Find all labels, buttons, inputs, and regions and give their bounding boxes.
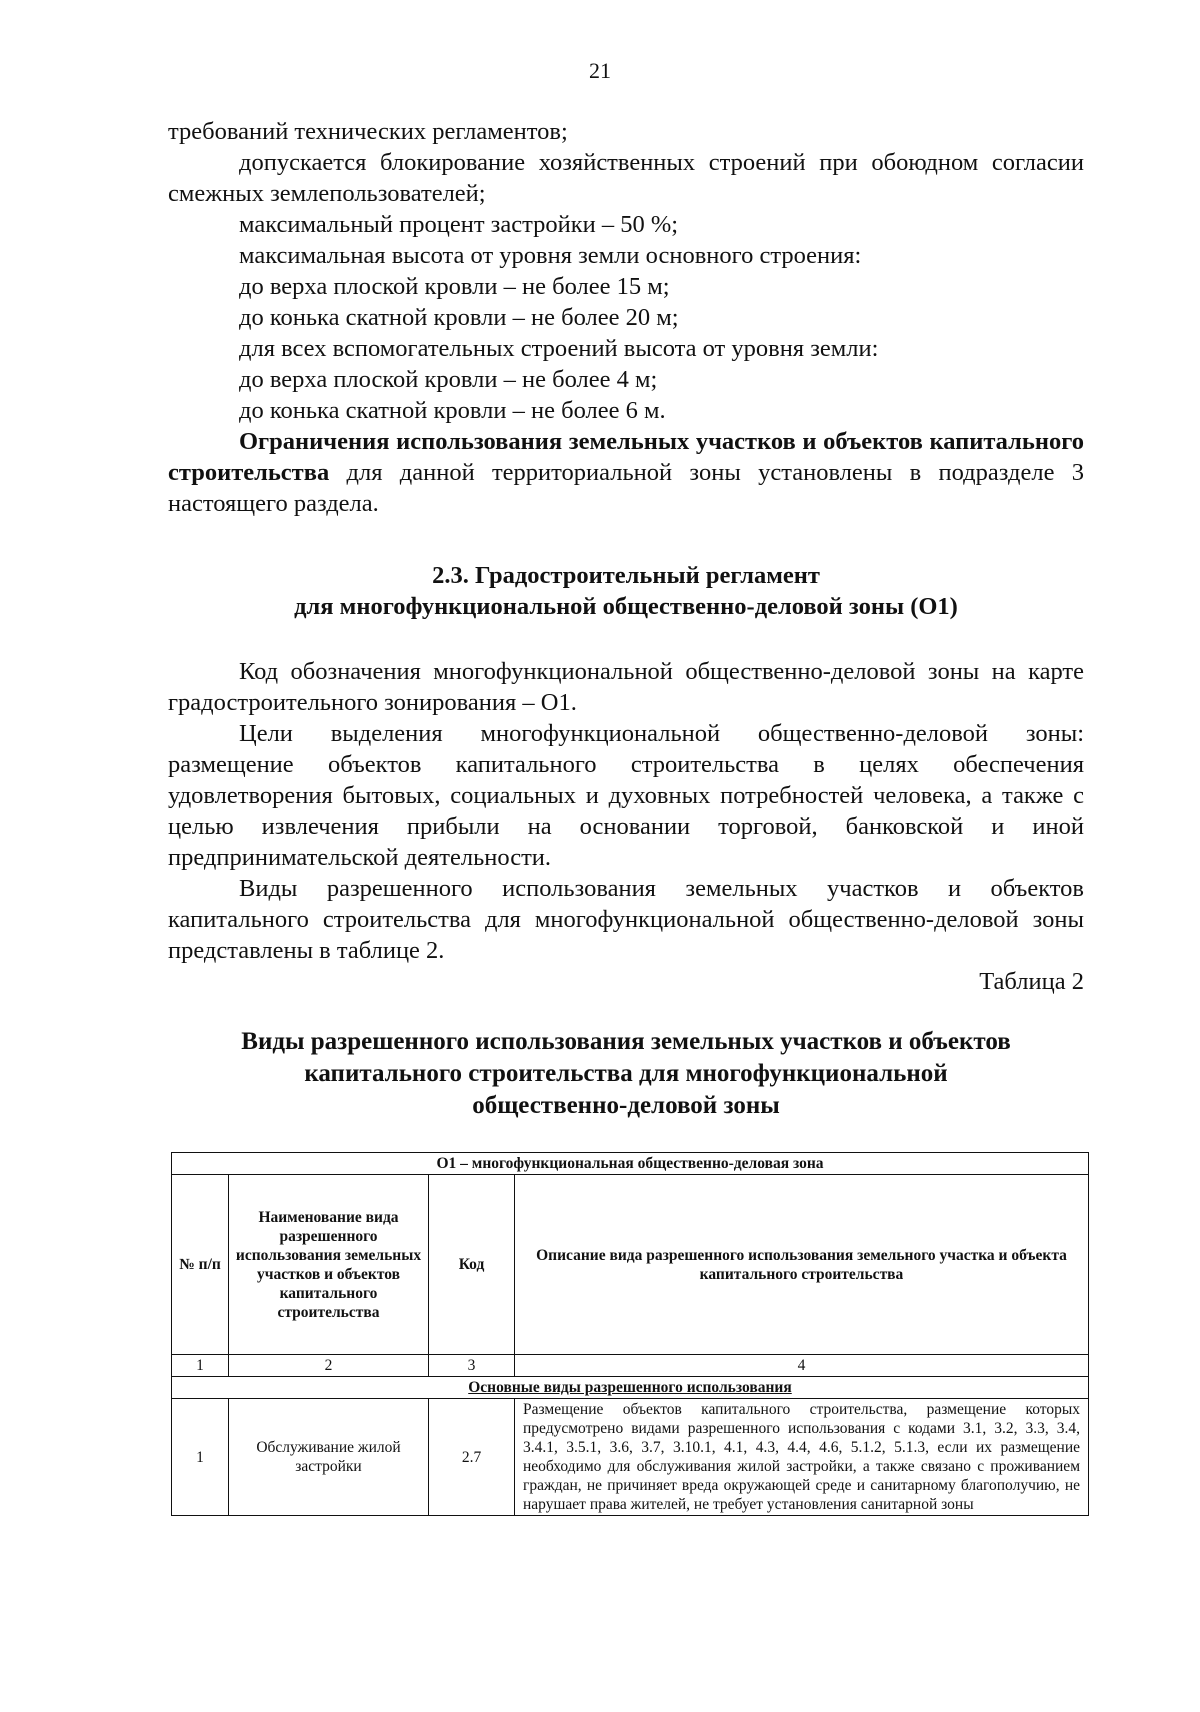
restrictions-paragraph bbox=[168, 426, 1084, 519]
col-index-4: 4 bbox=[515, 1355, 1089, 1377]
section-body bbox=[168, 656, 1084, 997]
table-title-line3: общественно-деловой зоны bbox=[472, 1092, 780, 1119]
row-code: 2.7 bbox=[429, 1399, 515, 1516]
ridge-roof-20-line: до конька скатной кровли – не более 20 м; bbox=[239, 304, 679, 331]
section-heading-line1: 2.3. Градостроительный регламент bbox=[432, 562, 820, 589]
col-header-code: Код bbox=[429, 1175, 515, 1355]
section-basic-row bbox=[172, 1377, 1089, 1399]
zone-code-paragraph: Код обозначения многофункциональной общественно-деловой зоны на карте градостроительного зонирования – О1. bbox=[168, 658, 1084, 716]
col-header-name: Наименование вида разрешенного использования земельных участков и объектов капитального строительства bbox=[229, 1175, 429, 1355]
row-desc: Размещение объектов капитального строительства, размещение которых предусмотрено видами разрешенного использования с кодами 3.1, 3.2, 3.3, 3.4, 3.4.1, 3.5.1, 3.6, 3.7, 3.10.1, 4.1, 4.3, 4.4, 4.6, 5.1.2, 5.1.3, если их размещение необходимо для обслуживания жилой застройки, а также связано с проживанием граждан, не причиняет вреда окружающей среде и санитарному благополучию, не нарушает права жителей, не требует установления санитарной зоны bbox=[515, 1399, 1089, 1516]
aux-buildings-line: для всех вспомогательных строений высота от уровня земли: bbox=[239, 335, 879, 362]
col-index-1: 1 bbox=[172, 1355, 229, 1377]
table-row bbox=[172, 1399, 1089, 1516]
section-heading-line2: для многофункциональной общественно-деловой зоны (О1) bbox=[294, 593, 958, 620]
section-basic-label: Основные виды разрешенного использования bbox=[468, 1379, 792, 1396]
flat-roof-4-line: до верха плоской кровли – не более 4 м; bbox=[239, 366, 658, 393]
table-label: Таблица 2 bbox=[979, 968, 1084, 995]
max-height-line: максимальная высота от уровня земли основного строения: bbox=[239, 242, 862, 269]
row-name: Обслуживание жилой застройки bbox=[229, 1399, 429, 1516]
col-header-desc: Описание вида разрешенного использования земельного участка и объекта капитального строительства bbox=[515, 1175, 1089, 1355]
build-percent-line: максимальный процент застройки – 50 %; bbox=[239, 211, 679, 238]
col-index-2: 2 bbox=[229, 1355, 429, 1377]
blocking-paragraph: допускается блокирование хозяйственных строений при обоюдном согласии смежных землепользователей; bbox=[168, 149, 1084, 207]
usage-table bbox=[171, 1152, 1089, 1516]
table-title bbox=[168, 1026, 1084, 1122]
flat-roof-15-line: до верха плоской кровли – не более 15 м; bbox=[239, 273, 670, 300]
table-title-line2: капитального строительства для многофункциональной bbox=[304, 1060, 948, 1087]
row-num: 1 bbox=[172, 1399, 229, 1516]
zone-header-cell: О1 – многофункциональная общественно-деловая зона bbox=[172, 1153, 1089, 1175]
zone-goals-paragraph: Цели выделения многофункциональной общественно-деловой зоны: размещение объектов капитального строительства в целях обеспечения удовлетворения бытовых, социальных и духовных потребностей человека, а также с целью извлечения прибыли на основании торговой, банковской и иной предпринимательской деятельности. bbox=[168, 720, 1084, 871]
section-heading bbox=[168, 560, 1084, 622]
intro-text bbox=[168, 116, 1084, 519]
intro-line: требований технических регламентов; bbox=[168, 118, 568, 145]
restrictions-bold: Ограничения использования земельных участков и объектов капитального строительства bbox=[168, 428, 1084, 486]
table-title-line1: Виды разрешенного использования земельных участков и объектов bbox=[241, 1028, 1011, 1055]
restrictions-rest: для данной территориальной зоны установлены в подразделе 3 настоящего раздела. bbox=[168, 459, 1084, 517]
usage-types-paragraph: Виды разрешенного использования земельных участков и объектов капитального строительства для многофункциональной общественно-деловой зоны представлены в таблице 2. bbox=[168, 875, 1084, 964]
page-number: 21 bbox=[589, 58, 611, 83]
col-header-num: № п/п bbox=[172, 1175, 229, 1355]
ridge-roof-6-line: до конька скатной кровли – не более 6 м. bbox=[239, 397, 666, 424]
col-index-3: 3 bbox=[429, 1355, 515, 1377]
